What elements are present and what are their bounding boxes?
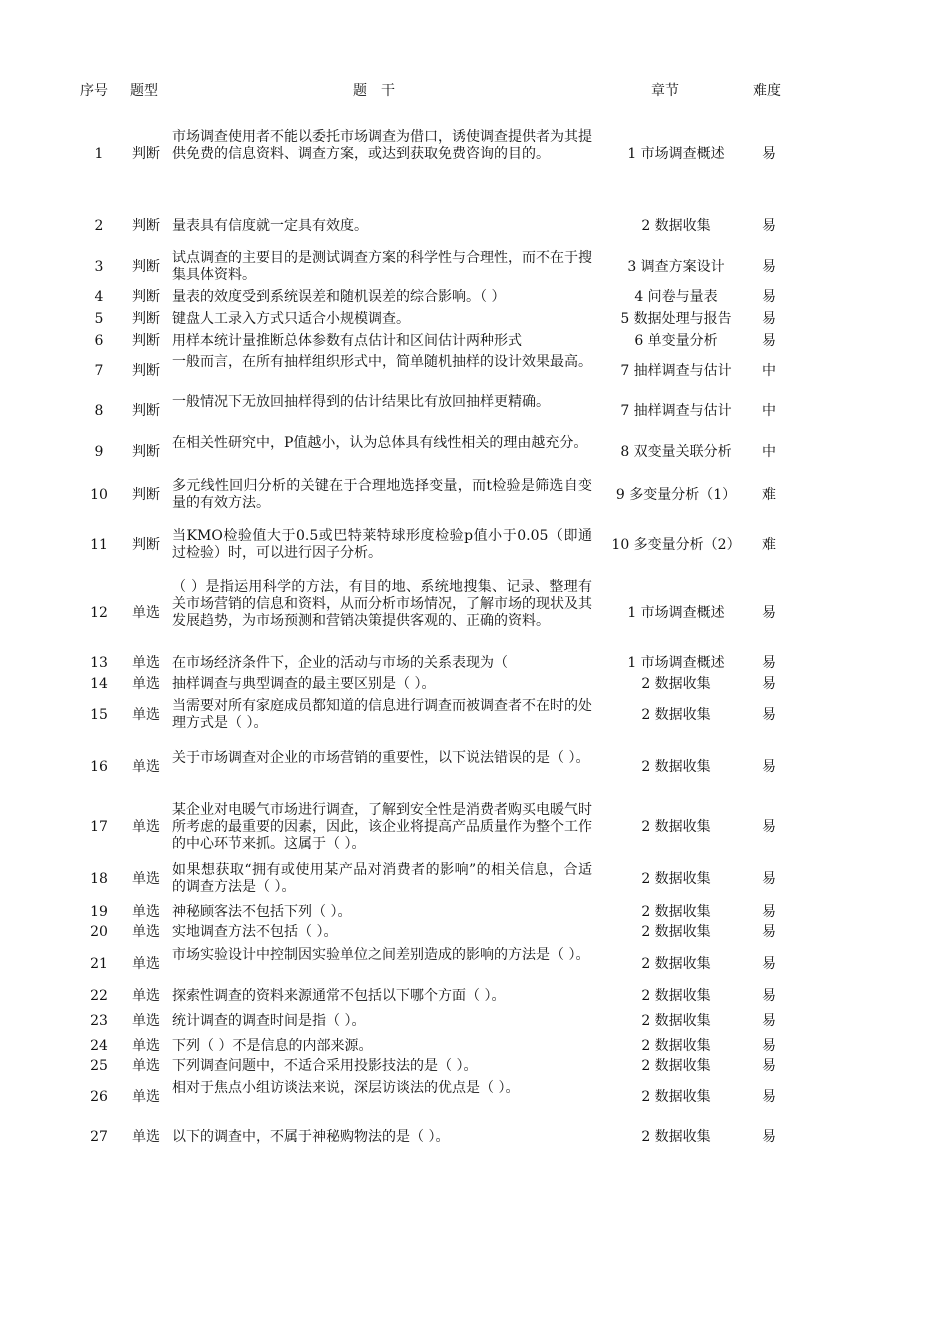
question-stem: 实地调查方法不包括（ ）。 xyxy=(172,923,338,940)
header-chapter: 章节 xyxy=(651,83,679,99)
question-chapter: 2 数据收集 xyxy=(641,1088,711,1105)
question-stem: 一般情况下无放回抽样得到的估计结果比有放回抽样更精确。 xyxy=(172,394,550,410)
question-number: 2 xyxy=(94,217,104,234)
question-chapter: 2 数据收集 xyxy=(641,758,711,775)
question-number: 8 xyxy=(94,402,104,419)
question-type: 判断 xyxy=(132,486,160,503)
question-chapter: 8 双变量关联分析 xyxy=(620,443,732,460)
question-difficulty: 中 xyxy=(762,402,776,419)
question-chapter: 2 数据收集 xyxy=(641,903,711,920)
question-stem: 下列（ ）不是信息的内部来源。 xyxy=(172,1037,373,1054)
question-stem: 市场调查使用者不能以委托市场调查为借口，诱使调查提供者为其提供免费的信息资料、调查方案，或达到获取免费咨询的目的。 xyxy=(172,128,592,162)
question-type: 判断 xyxy=(132,402,160,419)
question-type: 单选 xyxy=(132,604,160,621)
question-number: 16 xyxy=(90,758,108,775)
question-number: 25 xyxy=(90,1057,108,1074)
question-number: 12 xyxy=(90,604,108,621)
question-number: 13 xyxy=(90,654,108,671)
question-number: 14 xyxy=(90,675,108,692)
question-chapter: 2 数据收集 xyxy=(641,217,711,234)
question-chapter: 1 市场调查概述 xyxy=(627,654,725,671)
question-type: 单选 xyxy=(132,654,160,671)
question-difficulty: 易 xyxy=(762,923,776,940)
question-number: 15 xyxy=(90,706,108,723)
question-chapter: 3 调查方案设计 xyxy=(627,258,725,275)
question-difficulty: 易 xyxy=(762,1057,776,1074)
question-chapter: 10 多变量分析（2） xyxy=(611,536,741,553)
question-chapter: 2 数据收集 xyxy=(641,1128,711,1145)
question-number: 20 xyxy=(90,923,108,940)
question-stem: 抽样调查与典型调查的最主要区别是（ ）。 xyxy=(172,675,436,692)
question-chapter: 5 数据处理与报告 xyxy=(620,310,732,327)
question-stem: 用样本统计量推断总体参数有点估计和区间估计两种形式 xyxy=(172,332,522,349)
question-number: 17 xyxy=(90,818,108,835)
question-number: 9 xyxy=(94,443,104,460)
question-chapter: 2 数据收集 xyxy=(641,1037,711,1054)
question-type: 单选 xyxy=(132,818,160,835)
question-chapter: 6 单变量分析 xyxy=(634,332,718,349)
question-number: 5 xyxy=(94,310,104,327)
question-difficulty: 易 xyxy=(762,258,776,275)
question-stem: 统计调查的调查时间是指（ ）。 xyxy=(172,1012,366,1029)
question-chapter: 9 多变量分析（1） xyxy=(615,486,737,503)
question-stem: 神秘顾客法不包括下列（ ）。 xyxy=(172,903,352,920)
question-chapter: 2 数据收集 xyxy=(641,870,711,887)
question-type: 判断 xyxy=(132,332,160,349)
question-stem: 一般而言，在所有抽样组织形式中，简单随机抽样的设计效果最高。 xyxy=(172,354,592,370)
question-stem: 当KMO检验值大于0.5或巴特莱特球形度检验p值小于0.05（即通过检验）时，可以进行因子分析。 xyxy=(172,528,592,561)
question-difficulty: 易 xyxy=(762,1012,776,1029)
question-number: 4 xyxy=(94,288,104,305)
question-chapter: 7 抽样调查与估计 xyxy=(620,362,732,379)
question-number: 18 xyxy=(90,870,108,887)
question-number: 21 xyxy=(90,955,108,972)
question-type: 单选 xyxy=(132,1057,160,1074)
question-chapter: 1 市场调查概述 xyxy=(627,604,725,621)
question-number: 23 xyxy=(90,1012,108,1029)
question-chapter: 2 数据收集 xyxy=(641,818,711,835)
question-number: 27 xyxy=(90,1128,108,1145)
question-chapter: 7 抽样调查与估计 xyxy=(620,402,732,419)
question-difficulty: 易 xyxy=(762,1128,776,1145)
question-chapter: 1 市场调查概述 xyxy=(627,145,725,162)
question-type: 单选 xyxy=(132,955,160,972)
question-difficulty: 中 xyxy=(762,443,776,460)
question-chapter: 2 数据收集 xyxy=(641,675,711,692)
question-type: 单选 xyxy=(132,903,160,920)
question-type: 判断 xyxy=(132,536,160,553)
question-chapter: 2 数据收集 xyxy=(641,706,711,723)
question-stem: 下列调查问题中，不适合采用投影技法的是（ ）。 xyxy=(172,1057,478,1074)
question-type: 判断 xyxy=(132,288,160,305)
question-number: 19 xyxy=(90,903,108,920)
header-stem: 题 干 xyxy=(353,83,395,99)
question-stem: 探索性调查的资料来源通常不包括以下哪个方面（ ）。 xyxy=(172,987,506,1004)
question-stem: 在相关性研究中，P值越小，认为总体具有线性相关的理由越充分。 xyxy=(172,435,588,451)
question-number: 7 xyxy=(94,362,104,379)
question-number: 26 xyxy=(90,1088,108,1105)
question-difficulty: 难 xyxy=(762,486,776,503)
question-difficulty: 易 xyxy=(762,1037,776,1054)
question-stem: 如果想获取“拥有或使用某产品对消费者的影响”的相关信息，合适的调查方法是（ ）。 xyxy=(172,862,592,895)
question-number: 6 xyxy=(94,332,104,349)
question-number: 1 xyxy=(94,145,104,162)
question-difficulty: 易 xyxy=(762,288,776,305)
question-number: 10 xyxy=(90,486,108,503)
question-type: 单选 xyxy=(132,706,160,723)
question-chapter: 2 数据收集 xyxy=(641,955,711,972)
question-difficulty: 易 xyxy=(762,310,776,327)
question-chapter: 2 数据收集 xyxy=(641,987,711,1004)
question-difficulty: 中 xyxy=(762,362,776,379)
question-stem: 相对于焦点小组访谈法来说，深层访谈法的优点是（ ）。 xyxy=(172,1080,520,1096)
question-type: 判断 xyxy=(132,362,160,379)
question-type: 单选 xyxy=(132,1037,160,1054)
question-type: 判断 xyxy=(132,443,160,460)
question-difficulty: 难 xyxy=(762,536,776,553)
question-stem: 量表具有信度就一定具有效度。 xyxy=(172,217,368,234)
question-type: 判断 xyxy=(132,258,160,275)
question-stem: 在市场经济条件下，企业的活动与市场的关系表现为（ xyxy=(172,654,508,671)
question-type: 单选 xyxy=(132,1012,160,1029)
question-type: 单选 xyxy=(132,987,160,1004)
question-type: 单选 xyxy=(132,870,160,887)
question-difficulty: 易 xyxy=(762,654,776,671)
question-number: 3 xyxy=(94,258,104,275)
question-difficulty: 易 xyxy=(762,1088,776,1105)
question-difficulty: 易 xyxy=(762,145,776,162)
question-difficulty: 易 xyxy=(762,870,776,887)
question-difficulty: 易 xyxy=(762,818,776,835)
question-stem: 某企业对电暖气市场进行调查，了解到安全性是消费者购买电暖气时所考虑的最重要的因素，因此，该企业将提高产品质量作为整个工作的中心环节来抓。这属于（ ）。 xyxy=(172,801,592,852)
question-type: 单选 xyxy=(132,1088,160,1105)
question-stem: 市场实验设计中控制因实验单位之间差别造成的影响的方法是（ ）。 xyxy=(172,947,590,963)
question-stem: 多元线性回归分析的关键在于合理地选择变量，而t检验是筛选自变量的有效方法。 xyxy=(172,478,592,511)
question-difficulty: 易 xyxy=(762,903,776,920)
header-difficulty: 难度 xyxy=(753,83,781,99)
question-difficulty: 易 xyxy=(762,332,776,349)
question-type: 单选 xyxy=(132,923,160,940)
question-difficulty: 易 xyxy=(762,604,776,621)
question-type: 单选 xyxy=(132,1128,160,1145)
question-difficulty: 易 xyxy=(762,217,776,234)
question-stem: 以下的调查中，不属于神秘购物法的是（ ）。 xyxy=(172,1128,450,1145)
question-type: 判断 xyxy=(132,145,160,162)
header-no: 序号 xyxy=(80,83,108,99)
question-number: 24 xyxy=(90,1037,108,1054)
question-chapter: 4 问卷与量表 xyxy=(634,288,718,305)
header-type: 题型 xyxy=(130,83,158,99)
question-difficulty: 易 xyxy=(762,955,776,972)
question-stem: 键盘人工录入方式只适合小规模调查。 xyxy=(172,310,410,327)
question-number: 22 xyxy=(90,987,108,1004)
question-stem: （ ）是指运用科学的方法，有目的地、系统地搜集、记录、整理有关市场营销的信息和资料，从而分析市场情况，了解市场的现状及其发展趋势，为市场预测和营销决策提供客观的、正确的资料。 xyxy=(172,579,592,629)
question-chapter: 2 数据收集 xyxy=(641,1012,711,1029)
question-stem: 关于市场调查对企业的市场营销的重要性，以下说法错误的是（ ）。 xyxy=(172,750,590,766)
question-difficulty: 易 xyxy=(762,758,776,775)
question-stem: 当需要对所有家庭成员都知道的信息进行调查而被调查者不在时的处理方式是（ ）。 xyxy=(172,698,592,731)
question-chapter: 2 数据收集 xyxy=(641,923,711,940)
question-type: 单选 xyxy=(132,675,160,692)
question-type: 判断 xyxy=(132,217,160,234)
question-type: 单选 xyxy=(132,758,160,775)
question-type: 判断 xyxy=(132,310,160,327)
question-difficulty: 易 xyxy=(762,675,776,692)
question-number: 11 xyxy=(90,536,108,553)
question-difficulty: 易 xyxy=(762,706,776,723)
question-stem: 试点调查的主要目的是测试调查方案的科学性与合理性，而不在于搜集具体资料。 xyxy=(172,250,592,283)
question-stem: 量表的效度受到系统误差和随机误差的综合影响。（ ） xyxy=(172,288,506,305)
question-chapter: 2 数据收集 xyxy=(641,1057,711,1074)
question-difficulty: 易 xyxy=(762,987,776,1004)
